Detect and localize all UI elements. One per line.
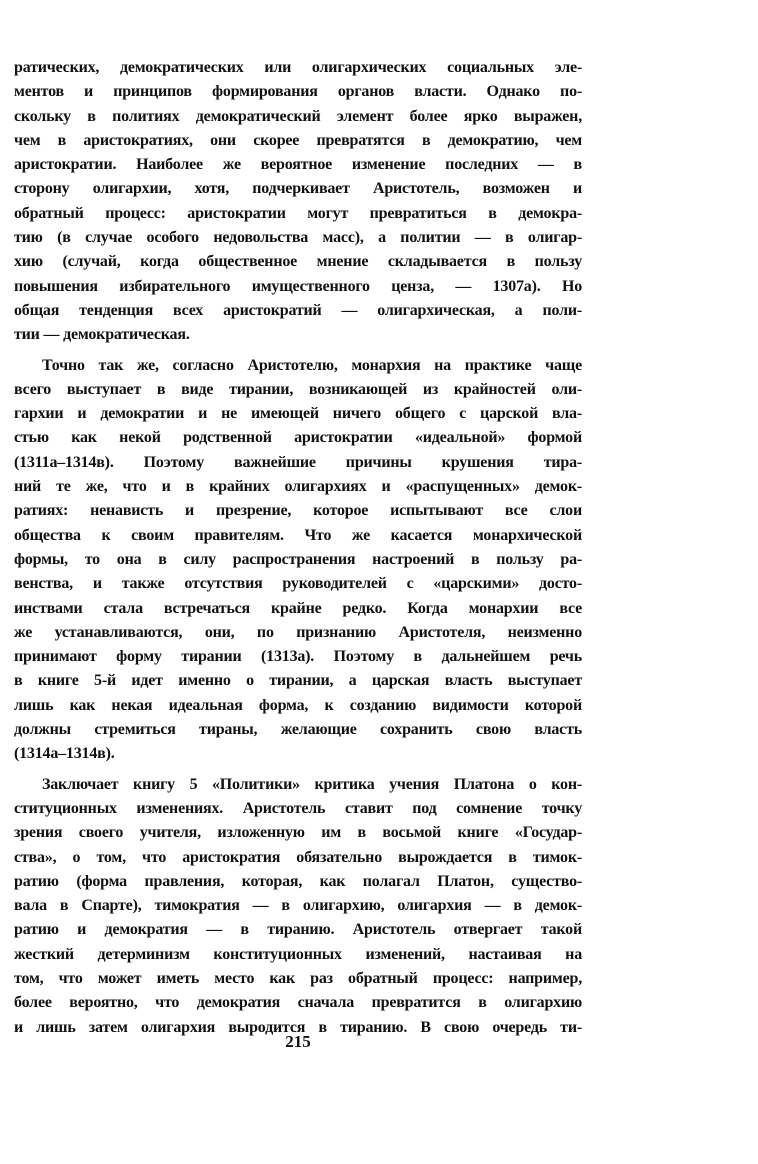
paragraph-3: [14, 773, 582, 1040]
text-line: ратию и демократия — в тиранию. Аристотель отвергает такой: [14, 921, 582, 939]
text-line: ментов и принципов формирования органов власти. Однако по-: [14, 83, 582, 101]
text-line: аристократии. Наиболее же вероятное изменение последних — в: [14, 156, 582, 174]
text-line: общая тенденция всех аристократий — олигархическая, а поли-: [14, 301, 582, 319]
text-line: принимают форму тирании (1313а). Поэтому в дальнейшем речь: [14, 648, 582, 666]
text-line: тию (в случае особого недовольства масс), а политии — в олигар-: [14, 229, 582, 247]
text-line: и лишь затем олигархия выродится в тиранию. В свою очередь ти-: [14, 1018, 582, 1036]
text-line: обратный процесс: аристократии могут превратиться в демокра-: [14, 204, 582, 222]
text-line: том, что может иметь место как раз обратный процесс: например,: [14, 969, 582, 987]
text-line: стью как некой родственной аристократии «идеальной» формой: [14, 429, 582, 447]
page-number: 215: [285, 1032, 311, 1051]
text-line: гархии и демократии и не имеющей ничего общего с царской вла-: [14, 405, 582, 423]
text-line: хию (случай, когда общественное мнение складывается в пользу: [14, 253, 582, 271]
text-line: общества к своим правителям. Что же касается монархической: [14, 526, 582, 544]
text-line: Заключает книгу 5 «Политики» критика учения Платона о кон-: [42, 775, 582, 793]
text-line: вала в Спарте), тимократия — в олигархию, олигархия — в демок-: [14, 897, 582, 915]
text-line: чем в аристократиях, они скорее превратятся в демократию, чем: [14, 131, 582, 149]
text-line: повышения избирательного имущественного ценза, — 1307а). Но: [14, 277, 582, 295]
text-line: ратию (форма правления, которая, как полагал Платон, существо-: [14, 872, 582, 890]
text-line: формы, то она в силу распространения настроений в пользу ра-: [14, 550, 582, 568]
text-line: венства, и также отсутствия руководителей с «царскими» досто-: [14, 575, 582, 593]
text-line: тии — демократическая.: [14, 326, 190, 344]
text-line: зрения своего учителя, изложенную им в восьмой книге «Государ-: [14, 824, 582, 842]
text-line: же устанавливаются, они, по признанию Аристотеля, неизменно: [14, 623, 582, 641]
text-line: ства», о том, что аристократия обязательно вырождается в тимок-: [14, 848, 582, 866]
text-line: ратиях: ненависть и презрение, которое испытывают все слои: [14, 502, 582, 520]
text-line: ституционных изменениях. Аристотель ставит под сомнение точку: [14, 799, 582, 817]
text-line: ратических, демократических или олигархических социальных эле-: [14, 59, 582, 76]
text-line: лишь как некая идеальная форма, к созданию видимости которой: [14, 696, 582, 714]
paragraph-1: [14, 56, 582, 348]
text-line: (1311а–1314в). Поэтому важнейшие причины крушения тира-: [14, 453, 582, 471]
text-line: жесткий детерминизм конституционных изменений, настаивая на: [14, 945, 582, 963]
text-line: более вероятно, что демократия сначала превратится в олигархию: [14, 994, 582, 1012]
text-line: (1314а–1314в).: [14, 745, 115, 763]
text-line: скольку в политиях демократический элемент более ярко выражен,: [14, 107, 582, 125]
body-text: [14, 56, 582, 1040]
text-line: сторону олигархии, хотя, подчеркивает Аристотель, возможен и: [14, 180, 582, 198]
text-line: Точно так же, согласно Аристотелю, монархия на практике чаще: [42, 356, 582, 374]
text-line: в книге 5-й идет именно о тирании, а царская власть выступает: [14, 672, 582, 690]
text-line: всего выступает в виде тирании, возникающей из крайностей оли-: [14, 380, 582, 398]
text-line: должны стремиться тираны, желающие сохранить свою власть: [14, 721, 582, 739]
paragraph-2: [14, 354, 582, 767]
text-line: инствами стала встречаться крайне редко. Когда монархии все: [14, 599, 582, 617]
text-line: ний те же, что и в крайних олигархиях и «распущенных» демок-: [14, 478, 582, 496]
